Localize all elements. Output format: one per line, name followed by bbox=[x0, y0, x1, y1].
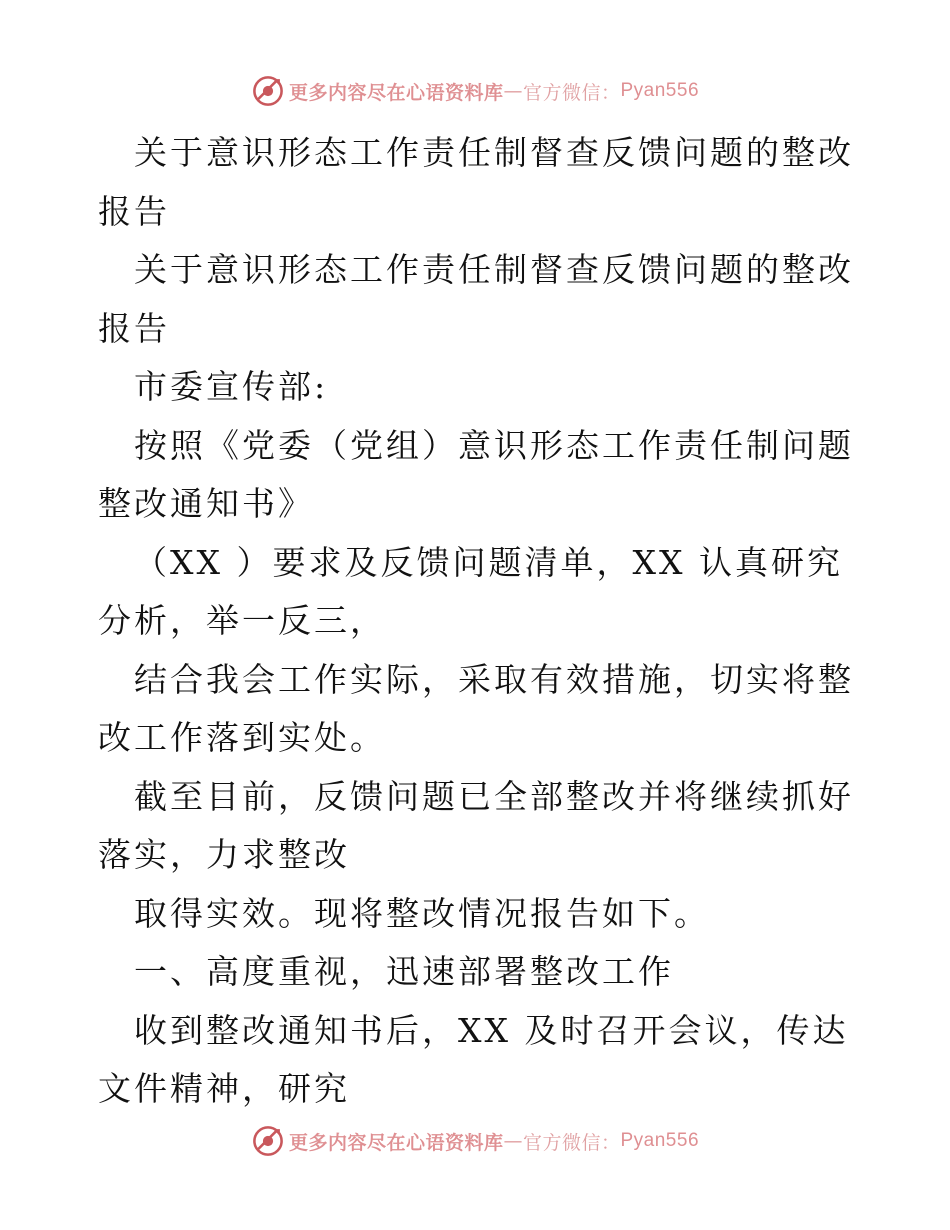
watermark-wechat-id: Pyan556 bbox=[620, 80, 700, 101]
document-body bbox=[98, 124, 858, 1119]
body-paragraph: 按照《党委（党组）意识形态工作责任制问题整改通知书》 bbox=[98, 425, 854, 523]
watermark-header bbox=[0, 71, 950, 111]
watermark-dash: — bbox=[503, 1130, 523, 1152]
watermark-wechat-label: 官方微信： bbox=[522, 81, 621, 104]
watermark-brand: 更多内容尽在心语资料库 bbox=[288, 81, 504, 104]
watermark-brand: 更多内容尽在心语资料库 bbox=[288, 1131, 504, 1154]
body-paragraph: 取得实效。现将整改情况报告如下。 bbox=[134, 893, 710, 933]
section-heading: 一、高度重视，迅速部署整改工作 bbox=[134, 952, 674, 991]
watermark-dash: — bbox=[503, 80, 523, 102]
addressee: 市委宣传部: bbox=[134, 367, 329, 406]
watermark-wechat-id: Pyan556 bbox=[620, 1130, 700, 1151]
brand-logo-icon bbox=[251, 74, 285, 108]
watermark-wechat-label: 官方微信： bbox=[522, 1131, 621, 1154]
body-paragraph: 收到整改通知书后，XX 及时召开会议，传达文件精神，研究 bbox=[98, 1010, 849, 1108]
body-paragraph: 结合我会工作实际，采取有效措施，切实将整改工作落到实处。 bbox=[98, 659, 854, 757]
body-paragraph: 截至目前，反馈问题已全部整改并将继续抓好落实，力求整改 bbox=[98, 776, 854, 874]
body-paragraph: （XX ）要求及反馈问题清单，XX 认真研究分析，举一反三， bbox=[98, 542, 843, 640]
doc-title: 关于意识形态工作责任制督查反馈问题的整改报告 bbox=[98, 133, 854, 231]
brand-logo-icon bbox=[251, 1124, 285, 1158]
doc-title-repeat: 关于意识形态工作责任制督查反馈问题的整改报告 bbox=[98, 250, 854, 348]
watermark-footer bbox=[0, 1121, 950, 1161]
